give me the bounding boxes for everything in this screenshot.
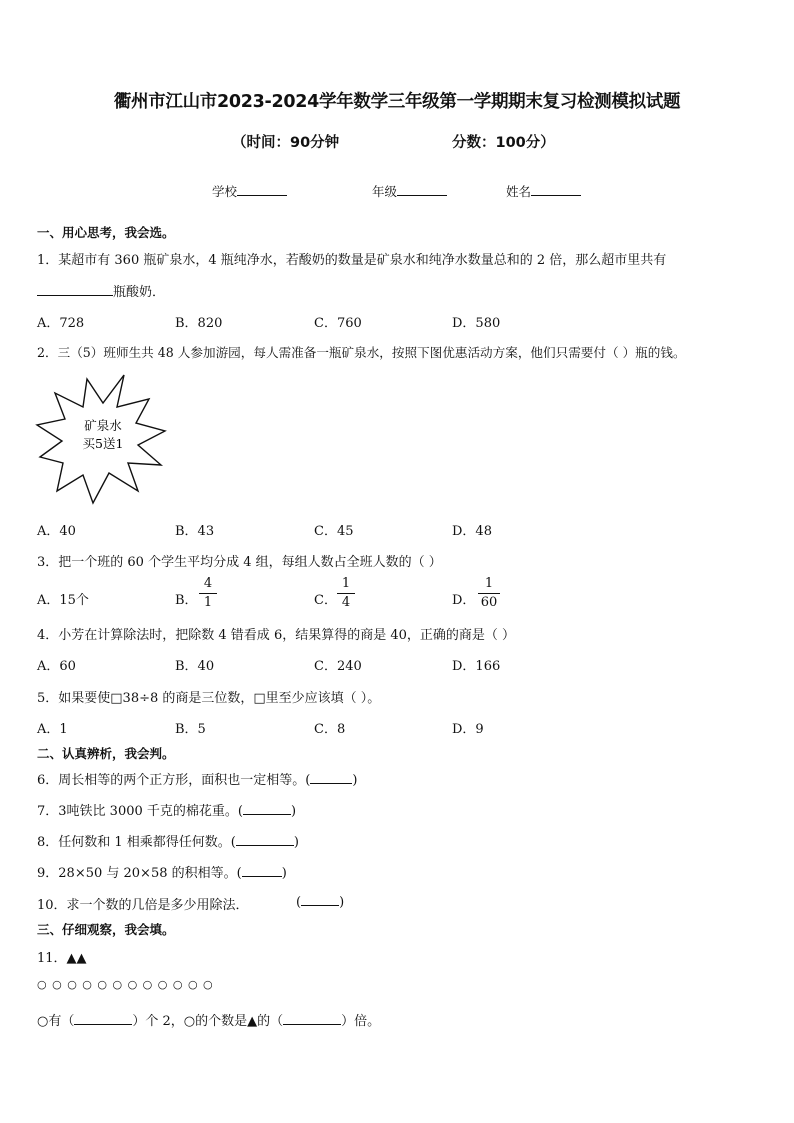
grade-blank xyxy=(397,183,447,196)
question-7 xyxy=(37,800,296,819)
section-2-heading: 二、认真辨析，我会判。 xyxy=(37,746,175,761)
numerator: 4 xyxy=(203,576,213,591)
question-11-triangles: 11．▲▲ xyxy=(37,951,87,966)
denominator: 1 xyxy=(203,595,213,610)
answer-blank xyxy=(243,803,291,815)
q2-option-c: C．45 xyxy=(314,524,354,539)
q5-option-d: D．9 xyxy=(452,722,484,737)
school-field xyxy=(212,182,287,200)
question-3: 3．把一个班的 60 个学生平均分成 4 组，每组人数占全班人数的（ ） xyxy=(37,555,442,570)
section-3-heading: 三、仔细观察，我会填。 xyxy=(37,922,175,937)
question-4: 4．小芳在计算除法时，把除数 4 错看成 6，结果算得的商是 40，正确的商是（ ） xyxy=(37,628,516,643)
name-label: 姓名 xyxy=(506,184,532,199)
answer-blank xyxy=(242,865,282,877)
numerator: 1 xyxy=(341,576,351,591)
exam-score: 分数：100分） xyxy=(452,135,555,151)
question-1-cont xyxy=(37,281,165,300)
q4-option-d: D．166 xyxy=(452,659,501,674)
denominator: 4 xyxy=(341,595,351,610)
q5-option-b: B．5 xyxy=(175,722,206,737)
answer-blank xyxy=(236,834,294,846)
close-paren: ) xyxy=(290,804,297,819)
star-text-line-1: 矿泉水 xyxy=(84,418,122,433)
q4-option-b: B．40 xyxy=(175,659,215,674)
close-paren: ) xyxy=(339,895,345,910)
grade-field xyxy=(372,182,447,200)
exam-time: （时间：90分钟 xyxy=(232,135,340,151)
question-1-tail: 瓶酸奶． xyxy=(113,285,166,300)
question-10-answer xyxy=(296,894,344,910)
answer-blank xyxy=(37,284,113,296)
section-1-heading: 一、用心思考，我会选。 xyxy=(37,225,175,240)
q3-option-d-label: D． xyxy=(452,593,476,608)
q1-option-c: C．760 xyxy=(314,316,362,331)
q11-part-2: ）个 2，○的个数是▲的（ xyxy=(132,1014,284,1029)
answer-blank xyxy=(301,894,339,906)
promotion-star-badge xyxy=(35,373,169,507)
q4-option-c: C．240 xyxy=(314,659,362,674)
question-9 xyxy=(37,862,287,881)
question-11-fill xyxy=(37,1010,380,1029)
answer-blank xyxy=(74,1013,132,1025)
close-paren: ) xyxy=(293,835,299,850)
close-paren: ) xyxy=(352,773,358,788)
q3-option-d-fraction xyxy=(476,576,502,611)
grade-label: 年级 xyxy=(372,184,398,199)
question-7-text: 7．3吨铁比 3000 千克的棉花重。( xyxy=(37,804,243,819)
q3-option-b-label: B． xyxy=(175,593,198,608)
name-field xyxy=(506,182,581,200)
q11-part-1: ○有（ xyxy=(37,1014,75,1029)
name-blank xyxy=(531,183,581,196)
q1-option-a: A．728 xyxy=(37,316,85,331)
question-8-text: 8．任何数和 1 相乘都得任何数。( xyxy=(37,835,236,850)
circles-row: ○ ○ ○ ○ ○ ○ ○ ○ ○ ○ ○ ○ xyxy=(37,978,214,991)
question-1: 1．某超市有 360 瓶矿泉水，4 瓶纯净水，若酸奶的数量是矿泉水和纯净水数量总和的 2 倍，那么超市里共有 xyxy=(37,253,667,268)
q2-option-b: B．43 xyxy=(175,524,215,539)
question-10: 10．求一个数的几倍是多少用除法． xyxy=(37,898,249,913)
denominator: 60 xyxy=(480,595,498,610)
answer-blank xyxy=(283,1013,341,1025)
q3-option-c-label: C． xyxy=(314,593,337,608)
question-6-text: 6．周长相等的两个正方形，面积也一定相等。( xyxy=(37,773,311,788)
school-label: 学校 xyxy=(212,184,238,199)
question-5: 5．如果要使□38÷8 的商是三位数，□里至少应该填（ ）。 xyxy=(37,691,381,706)
question-6 xyxy=(37,769,357,788)
q5-option-c: C．8 xyxy=(314,722,346,737)
answer-blank xyxy=(310,772,352,784)
q5-option-a: A．1 xyxy=(37,722,68,737)
question-2: 2．三（5）班师生共 48 人参加游园，每人需准备一瓶矿泉水，按照下图优惠活动方案，他们只需要付（ ）瓶的钱。 xyxy=(37,345,686,360)
q3-option-b-fraction xyxy=(197,576,219,611)
q3-option-a: A．15个 xyxy=(37,593,89,608)
school-blank xyxy=(237,183,287,196)
q1-option-d: D．580 xyxy=(452,316,501,331)
q2-option-d: D．48 xyxy=(452,524,492,539)
question-9-text: 9．28×50 与 20×58 的积相等。( xyxy=(37,866,242,881)
open-paren: ( xyxy=(296,895,302,910)
q11-part-3: ）倍。 xyxy=(341,1014,381,1029)
page-title: 衢州市江山市2023-2024学年数学三年级第一学期期末复习检测模拟试题 xyxy=(113,92,681,112)
q3-option-c-fraction xyxy=(335,576,357,611)
star-text-line-2: 买5送1 xyxy=(82,436,124,451)
q4-option-a: A．60 xyxy=(37,659,76,674)
numerator: 1 xyxy=(484,576,494,591)
question-8 xyxy=(37,831,299,850)
close-paren: ) xyxy=(281,866,287,881)
q1-option-b: B．820 xyxy=(175,316,223,331)
q2-option-a: A．40 xyxy=(37,524,76,539)
